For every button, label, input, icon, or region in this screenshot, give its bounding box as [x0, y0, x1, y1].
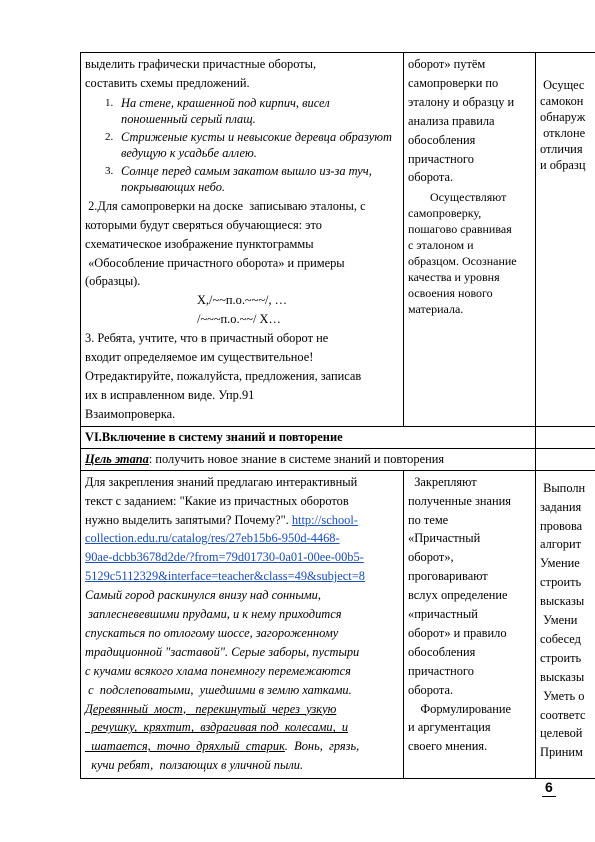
punctuation-scheme: /~~~п.о.~~/ Х…: [197, 312, 281, 327]
goal-label: Цель этапа: [85, 451, 149, 466]
text-line: причастного: [408, 151, 474, 166]
paragraph-line: Отредактируйте, пожалуйста, предложения, записав: [85, 368, 362, 383]
exercise-text: речушку, кряхтит, вздрагивая под колесами, и: [85, 720, 349, 735]
text-line: Формулирование: [408, 701, 512, 716]
intro-line: составить схемы предложений.: [85, 75, 250, 90]
text-line: и аргументация: [408, 720, 491, 735]
resource-link[interactable]: collection.edu.ru/catalog/res/27eb15b6-950d-4468-: [85, 531, 340, 546]
paragraph-line: их в исправленном виде. Упр.91: [85, 387, 255, 402]
paragraph-line: Взаимопроверка.: [85, 406, 176, 421]
uud-cell: [536, 53, 595, 427]
text-line: материала.: [408, 302, 464, 317]
list-item: 1. На стене, крашенной под кирпич, висел поношенный серый плащ.: [105, 95, 330, 126]
table-row: [81, 426, 595, 448]
exercise-text: с кучами всякого хлама понемногу перемежаются: [85, 663, 351, 678]
empty-cell: [536, 448, 595, 470]
lesson-table: [80, 52, 595, 779]
text-line: оборота.: [408, 170, 454, 185]
resource-link[interactable]: 90ae-dcbb3678d2de/?from=79d01730-0a01-00ee-00b5-: [85, 550, 364, 565]
text-line: оборот» и правило: [408, 625, 507, 640]
teacher-activity-cell: [81, 53, 404, 427]
paragraph-line: 3. Ребята, учтите, что в причастный оборот не: [85, 331, 329, 346]
list-item: 2. Стриженые кусты и невысокие деревца образуют ведущую к усадьбе аллею.: [105, 129, 392, 160]
text-line: оборот» путём: [408, 57, 486, 71]
student-activity-cell: [404, 53, 536, 427]
text-line: оборот»,: [408, 550, 454, 565]
empty-cell: [536, 426, 595, 448]
text-line: проговаривают: [408, 569, 488, 584]
text-line: обособления: [408, 132, 476, 147]
resource-link[interactable]: http://school-: [291, 512, 358, 527]
text-line: и образц: [540, 158, 586, 172]
uud-cell: [536, 470, 595, 778]
text-line: отличия: [540, 142, 583, 156]
text-line: строить: [540, 650, 582, 665]
text-line: своего мнения.: [408, 739, 488, 754]
paragraph-line: (образцы).: [85, 274, 141, 289]
text-line: нужно выделить запятыми? Почему?". http://school-: [85, 512, 358, 527]
text-line: отклоне: [540, 126, 586, 140]
exercise-text: кучи ребят, ползающих в уличной пыли.: [85, 758, 304, 773]
text-line: оборота.: [408, 682, 454, 697]
sentence-list: [85, 95, 399, 195]
list-item: 3. Солнце перед самым закатом вышло из-за туч, покрывающих небо.: [105, 163, 372, 194]
paragraph-line: 2.Для самопроверки на доске записываю эталоны, с: [85, 198, 366, 213]
text-line: собесед: [540, 631, 581, 646]
text-line: Выполн: [540, 480, 586, 495]
page-number-rule: [542, 796, 556, 797]
text-line: Осущес: [540, 78, 585, 92]
table-row: [81, 448, 595, 470]
text-line: вслух определение: [408, 588, 508, 603]
stage-goal: [81, 448, 536, 470]
text-line: высказы: [540, 594, 585, 609]
paragraph-line: «Обособление причастного оборота» и примеры: [85, 255, 345, 270]
text-line: Умени: [540, 613, 578, 628]
exercise-text: традиционной "заставой". Серые заборы, пустыри: [85, 644, 360, 659]
text-line: Закрепляют: [408, 474, 477, 489]
teacher-activity-cell: [81, 470, 404, 778]
text-line: освоения нового: [408, 286, 493, 301]
paragraph-line: схематическое изображение пунктограммы: [85, 236, 314, 251]
page-number: 6: [545, 779, 553, 795]
text-line: эталону и образцу и: [408, 94, 515, 109]
section-heading: VI.Включение в систему знаний и повторение: [81, 426, 536, 448]
student-activity-cell: [404, 470, 536, 778]
text-line: по теме: [408, 512, 449, 527]
text-line: пошагово сравнивая: [408, 222, 512, 237]
text-line: «причастный: [408, 607, 478, 622]
text-line: обнаруж: [540, 110, 586, 124]
text-line: причастного: [408, 663, 474, 678]
table-row: [81, 53, 595, 427]
text-line: образцом. Осознание: [408, 254, 517, 269]
text-line: Для закрепления знаний предлагаю интерактивный: [85, 474, 358, 489]
text-line: Осуществляют: [430, 190, 507, 205]
paragraph-line: которыми будут сверяться обучающиеся: это: [85, 217, 322, 232]
text-line: с эталоном и: [408, 238, 474, 253]
text-line: Умение: [540, 556, 580, 571]
text-line: Приним: [540, 745, 583, 760]
text-line: целевой: [540, 726, 583, 741]
text-line: полученные знания: [408, 493, 511, 508]
text-line: качества и уровня: [408, 270, 500, 285]
exercise-text: Самый город раскинулся внизу над сонными,: [85, 588, 321, 603]
paragraph-line: входит определяемое им существительное!: [85, 350, 314, 365]
punctuation-scheme: Х,/~~п.о.~~~/, …: [197, 293, 288, 308]
text-line: обособления: [408, 644, 476, 659]
text-line: анализа правила: [408, 113, 495, 128]
text-line: строить: [540, 575, 582, 590]
exercise-text: Деревянный мост, перекинутый через узкую: [85, 701, 337, 716]
text-line: задания: [540, 499, 582, 514]
exercise-text: с подслеповатыми, ушедшими в землю хатками.: [85, 682, 352, 697]
exercise-text: шатается, точно дряхлый старик. Вонь, грязь,: [85, 739, 360, 754]
text-line: самопроверку,: [408, 206, 482, 221]
intro-line: выделить графически причастные обороты,: [85, 57, 317, 71]
goal-text: : получить новое знание в системе знаний и повторения: [148, 451, 445, 466]
text-line: самокон: [540, 94, 584, 108]
text-line: соответс: [540, 707, 586, 722]
text-line: Уметь о: [540, 688, 585, 703]
text-line: провова: [540, 518, 583, 533]
exercise-text: заплесневевшими прудами, и к нему приходится: [85, 607, 342, 622]
exercise-text: спускаться по отлогому шоссе, загороженному: [85, 625, 339, 640]
resource-link[interactable]: 5129c5112329&interface=teacher&class=49&subject=8: [85, 569, 365, 584]
table-row: [81, 470, 595, 778]
text-line: алгорит: [540, 537, 582, 552]
text-line: текст с заданием: "Какие из причастных оборотов: [85, 493, 349, 508]
text-line: самопроверки по: [408, 75, 499, 90]
text-line: «Причастный: [408, 531, 481, 546]
text-line: высказы: [540, 669, 585, 684]
